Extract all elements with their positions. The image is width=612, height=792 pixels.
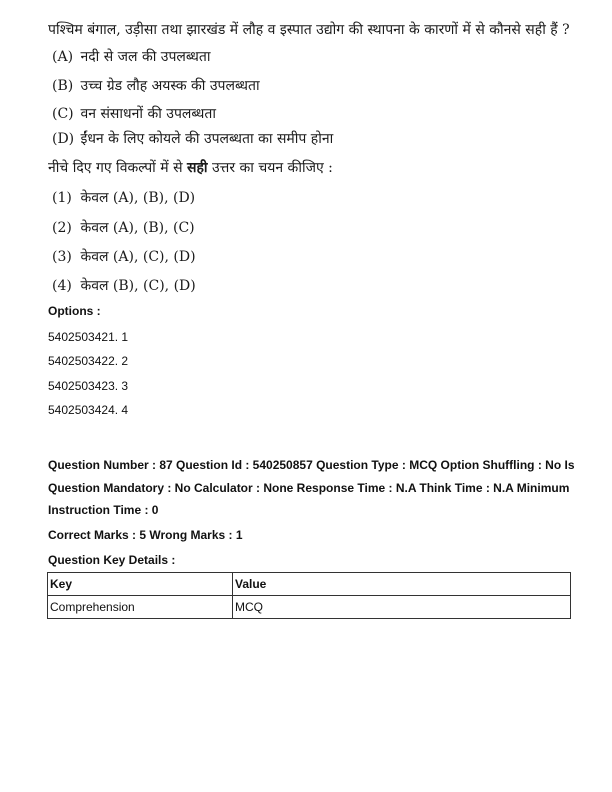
options-heading: Options : — [48, 304, 101, 318]
table-header-row — [48, 573, 571, 596]
instruction-text-end: उत्तर का चयन कीजिए : — [207, 160, 333, 176]
statement-text: वन संसाधनों की उपलब्धता — [80, 106, 217, 122]
instruction-text: नीचे दिए गए विकल्पों में से — [48, 160, 187, 176]
question-stem: पश्चिम बंगाल, उड़ीसा तथा झारखंड में लौह व इस्पात उद्योग की स्थापना के कारणों में से कौनसे सही हैं ? — [48, 22, 570, 38]
statement-text: ईंधन के लिए कोयले की उपलब्धता का समीप होना — [80, 131, 334, 147]
option-id-1: 5402503421. 1 — [48, 330, 129, 344]
choice-4 — [52, 276, 196, 295]
key-details-table — [47, 572, 571, 619]
choice-text: केवल (B), (C), (D) — [80, 278, 196, 294]
choice-text: केवल (A), (B), (C) — [80, 220, 195, 236]
statement-label: (A) — [52, 49, 74, 65]
choice-text: केवल (A), (B), (D) — [80, 190, 196, 206]
option-id-3: 5402503423. 3 — [48, 379, 129, 393]
statement-text: नदी से जल की उपलब्धता — [80, 49, 211, 65]
statement-label: (B) — [52, 78, 74, 94]
question-meta-line2: Question Mandatory : No Calculator : None Response Time : N.A Think Time : N.A Minimum — [48, 481, 570, 495]
choice-3 — [52, 247, 196, 266]
table-header-key: Key — [48, 573, 233, 596]
statement-b — [52, 76, 260, 95]
statement-d — [52, 129, 333, 148]
choice-1 — [52, 188, 195, 207]
choice-2 — [52, 218, 195, 237]
choice-label: (2) — [52, 220, 72, 236]
table-row — [48, 596, 571, 619]
question-meta-line1: Question Number : 87 Question Id : 540250857 Question Type : MCQ Option Shuffling : No Is — [48, 458, 575, 472]
statement-text: उच्च ग्रेड लौह अयस्क की उपलब्धता — [80, 78, 260, 94]
statement-c — [52, 104, 216, 123]
statement-label: (D) — [52, 131, 75, 147]
statement-a — [52, 47, 211, 66]
key-details-heading: Question Key Details : — [48, 553, 176, 567]
answer-instruction — [48, 158, 333, 177]
choice-label: (1) — [52, 190, 72, 206]
question-meta-line3: Instruction Time : 0 — [48, 503, 159, 517]
choice-label: (3) — [52, 249, 72, 265]
option-id-4: 5402503424. 4 — [48, 403, 129, 417]
choice-text: केवल (A), (C), (D) — [80, 249, 196, 265]
statement-label: (C) — [52, 106, 74, 122]
marks-line: Correct Marks : 5 Wrong Marks : 1 — [48, 528, 243, 542]
instruction-emphasis: सही — [187, 160, 208, 176]
option-id-2: 5402503422. 2 — [48, 354, 129, 368]
table-cell-value: MCQ — [233, 596, 571, 619]
table-header-value: Value — [233, 573, 571, 596]
choice-label: (4) — [52, 278, 72, 294]
table-cell-key: Comprehension — [48, 596, 233, 619]
